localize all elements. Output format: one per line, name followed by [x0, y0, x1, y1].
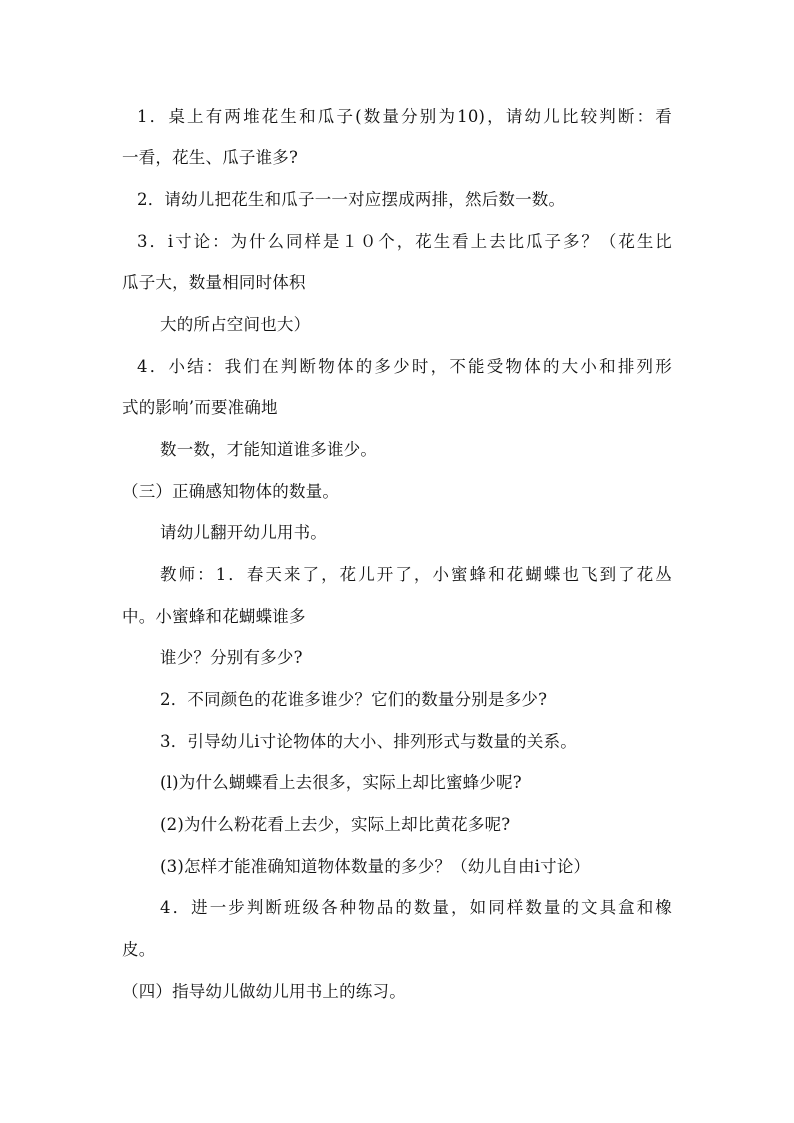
paragraph-line: 2．请幼儿把花生和瓜子一一对应摆成两排，然后数一数。: [137, 190, 566, 209]
paragraph-line: 教师：1．春天来了，花儿开了，小蜜蜂和花蝴蝶也飞到了花丛: [160, 565, 672, 584]
paragraph-line: 一看，花生、瓜子谁多?: [122, 148, 299, 167]
paragraph-line: 3．i寸论：为什么同样是１０个，花生看上去比瓜子多？（花生比: [137, 232, 672, 251]
paragraph-line: 数一数，才能知道谁多谁少。: [160, 440, 378, 459]
paragraph-line: 3．引导幼儿i寸论物体的大小、排列形式与数量的关系。: [160, 732, 577, 751]
paragraph-line: (l)为什么蝴蝶看上去很多，实际上却比蜜蜂少呢?: [160, 773, 522, 792]
paragraph-line: 请幼儿翻开幼儿用书。: [160, 523, 327, 542]
paragraph-line: 中。小蜜蜂和花蝴蝶谁多: [122, 607, 306, 626]
paragraph-line: (2)为什么粉花看上去少，实际上却比黄花多呢?: [160, 815, 511, 834]
section-heading: （三）正确感知物体的数量。: [122, 482, 340, 501]
paragraph-line: 皮。: [122, 940, 156, 959]
paragraph-line: 谁少？分别有多少?: [160, 648, 303, 667]
paragraph-line: 1．桌上有两堆花生和瓜子(数量分别为10)，请幼儿比较判断：看: [137, 107, 672, 126]
paragraph-line: 瓜子大，数量相同时体积: [122, 273, 306, 292]
paragraph-line: 式的影响’而要准确地: [122, 398, 278, 417]
section-heading: （四）指导幼儿做幼儿用书上的练习。: [122, 982, 406, 1001]
paragraph-line: 大的所占空间也大）: [160, 315, 311, 334]
paragraph-line: 4．小结：我们在判断物体的多少时，不能受物体的大小和排列形: [137, 357, 672, 376]
paragraph-line: 2．不同颜色的花谁多谁少？它们的数量分别是多少?: [160, 690, 548, 709]
paragraph-line: 4．进一步判断班级各种物品的数量，如同样数量的文具盒和橡: [160, 898, 672, 917]
paragraph-line: (3)怎样才能准确知道物体数量的多少？（幼儿自由i寸论）: [160, 857, 591, 876]
